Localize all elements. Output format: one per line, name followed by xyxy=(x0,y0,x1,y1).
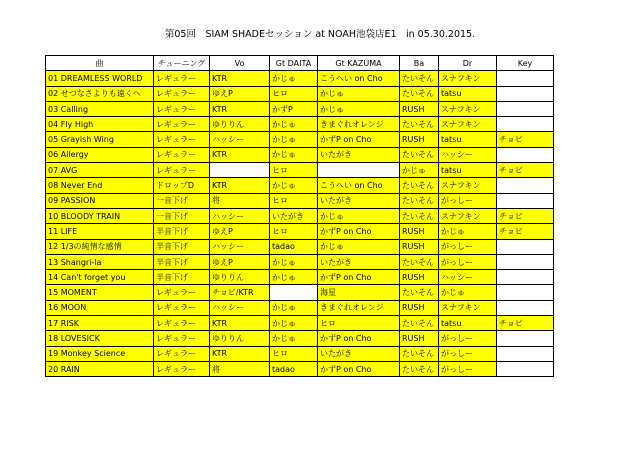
tuning-cell: 半音下げ xyxy=(154,254,210,269)
document-title: 第05回 SIAM SHADEセッション at NOAH池袋店E1 in 05.30.2015. xyxy=(164,29,476,40)
gt-daita-cell: かじゅ xyxy=(270,178,318,193)
song-cell: 11 LIFE xyxy=(46,224,154,239)
dr-cell: がっしー xyxy=(439,254,497,269)
song-cell: 02 せつなさよりも遠くへ xyxy=(46,86,154,101)
gt-kazuma-cell: かじゅ xyxy=(318,208,400,223)
song-cell: 15 MOMENT xyxy=(46,285,154,300)
ba-cell: RUSH xyxy=(400,239,439,254)
vo-cell: ゆえP xyxy=(210,254,270,269)
vo-cell: 将 xyxy=(210,361,270,376)
gt-kazuma-cell: きまぐれオレンジ xyxy=(318,117,400,132)
ba-cell: たいそん xyxy=(400,117,439,132)
key-cell xyxy=(497,331,554,346)
gt-kazuma-cell: かずP on Cho xyxy=(318,270,400,285)
header-dr: Dr xyxy=(439,56,497,71)
key-cell xyxy=(497,300,554,315)
dr-cell: がっしー xyxy=(439,331,497,346)
header-key: Key xyxy=(497,56,554,71)
key-cell xyxy=(497,71,554,86)
vo-cell: 将 xyxy=(210,193,270,208)
tuning-cell: 半音下げ xyxy=(154,224,210,239)
table-row xyxy=(46,193,554,208)
dr-cell: ハッシー xyxy=(439,270,497,285)
header-gt-kazuma: Gt KAZUMA xyxy=(318,56,400,71)
key-cell xyxy=(497,346,554,361)
song-cell: 01 DREAMLESS WORLD xyxy=(46,71,154,86)
gt-daita-cell: いたがき xyxy=(270,208,318,223)
tuning-cell: レギュラー xyxy=(154,331,210,346)
song-cell: 08 Never End xyxy=(46,178,154,193)
vo-cell: ゆりりん xyxy=(210,331,270,346)
tuning-cell: レギュラー xyxy=(154,285,210,300)
vo-cell: KTR xyxy=(210,178,270,193)
ba-cell: たいそん xyxy=(400,178,439,193)
gt-kazuma-cell: いたがき xyxy=(318,147,400,162)
vo-cell: KTR xyxy=(210,71,270,86)
vo-cell: ハッシー xyxy=(210,208,270,223)
gt-daita-cell: かじゅ xyxy=(270,331,318,346)
vo-cell: ハッシー xyxy=(210,300,270,315)
tuning-cell: レギュラー xyxy=(154,361,210,376)
gt-kazuma-cell: こうへい on Cho xyxy=(318,178,400,193)
key-cell: チョビ xyxy=(497,163,554,178)
key-cell xyxy=(497,86,554,101)
dr-cell: かじゅ xyxy=(439,285,497,300)
header-row xyxy=(46,56,554,71)
gt-kazuma-cell: かずP on Cho xyxy=(318,331,400,346)
tuning-cell: 一音下げ xyxy=(154,208,210,223)
dr-cell: がっしー xyxy=(439,193,497,208)
song-cell: 19 Monkey Science xyxy=(46,346,154,361)
header-ba: Ba xyxy=(400,56,439,71)
tuning-cell: レギュラー xyxy=(154,101,210,116)
tuning-cell: 半音下げ xyxy=(154,239,210,254)
vo-cell: KTR xyxy=(210,147,270,162)
gt-daita-cell: ヒロ xyxy=(270,163,318,178)
gt-daita-cell: かじゅ xyxy=(270,254,318,269)
key-cell xyxy=(497,193,554,208)
table-row xyxy=(46,208,554,223)
tuning-cell: レギュラー xyxy=(154,147,210,162)
song-cell: 14 Can't forget you xyxy=(46,270,154,285)
vo-cell: ハッシー xyxy=(210,132,270,147)
dr-cell: かじゅ xyxy=(439,224,497,239)
table-row xyxy=(46,132,554,147)
tuning-cell: 半音下げ xyxy=(154,270,210,285)
key-cell xyxy=(497,254,554,269)
vo-cell: チョビ/KTR xyxy=(210,285,270,300)
vo-cell: KTR xyxy=(210,316,270,331)
ba-cell: RUSH xyxy=(400,300,439,315)
key-cell xyxy=(497,285,554,300)
dr-cell: tatsu xyxy=(439,132,497,147)
key-cell xyxy=(497,101,554,116)
ba-cell: たいそん xyxy=(400,316,439,331)
ba-cell: かじゅ xyxy=(400,163,439,178)
song-cell: 16 MOON xyxy=(46,300,154,315)
table-row xyxy=(46,254,554,269)
gt-daita-cell: tadao xyxy=(270,361,318,376)
ba-cell: たいそん xyxy=(400,147,439,162)
gt-kazuma-cell: いたがき xyxy=(318,254,400,269)
gt-kazuma-cell: いたがき xyxy=(318,346,400,361)
ba-cell: RUSH xyxy=(400,331,439,346)
gt-kazuma-cell: ヒロ xyxy=(318,316,400,331)
tuning-cell: レギュラー xyxy=(154,117,210,132)
song-cell: 05 Grayish Wing xyxy=(46,132,154,147)
dr-cell: スナフキン xyxy=(439,101,497,116)
ba-cell: たいそん xyxy=(400,254,439,269)
tuning-cell: レギュラー xyxy=(154,346,210,361)
tuning-cell: レギュラー xyxy=(154,316,210,331)
setlist-body xyxy=(46,71,554,377)
key-cell xyxy=(497,117,554,132)
gt-daita-cell xyxy=(270,285,318,300)
dr-cell: がっしー xyxy=(439,346,497,361)
table-row xyxy=(46,224,554,239)
dr-cell: がっしー xyxy=(439,361,497,376)
table-row xyxy=(46,300,554,315)
ba-cell: RUSH xyxy=(400,101,439,116)
vo-cell: ゆりりん xyxy=(210,270,270,285)
dr-cell: スナフキン xyxy=(439,178,497,193)
tuning-cell: レギュラー xyxy=(154,86,210,101)
key-cell: チョビ xyxy=(497,224,554,239)
table-row xyxy=(46,270,554,285)
key-cell xyxy=(497,239,554,254)
ba-cell: RUSH xyxy=(400,270,439,285)
dr-cell: tatsu xyxy=(439,163,497,178)
ba-cell: RUSH xyxy=(400,224,439,239)
key-cell xyxy=(497,270,554,285)
header-vo: Vo xyxy=(210,56,270,71)
vo-cell: ゆえP xyxy=(210,224,270,239)
gt-daita-cell: かじゅ xyxy=(270,300,318,315)
gt-kazuma-cell: かずP on Cho xyxy=(318,224,400,239)
ba-cell: たいそん xyxy=(400,361,439,376)
dr-cell: tatsu xyxy=(439,86,497,101)
gt-kazuma-cell: かずP on Cho xyxy=(318,132,400,147)
gt-kazuma-cell xyxy=(318,163,400,178)
header-tuning: チューニング xyxy=(154,56,210,71)
ba-cell: たいそん xyxy=(400,208,439,223)
table-row xyxy=(46,86,554,101)
key-cell: チョビ xyxy=(497,316,554,331)
table-row xyxy=(46,163,554,178)
gt-daita-cell: かじゅ xyxy=(270,147,318,162)
vo-cell: ハッシー xyxy=(210,239,270,254)
table-row xyxy=(46,117,554,132)
ba-cell: RUSH xyxy=(400,132,439,147)
vo-cell: KTR xyxy=(210,346,270,361)
key-cell: チョビ xyxy=(497,208,554,223)
key-cell xyxy=(497,361,554,376)
gt-daita-cell: ヒロ xyxy=(270,346,318,361)
table-row xyxy=(46,239,554,254)
table-row xyxy=(46,331,554,346)
vo-cell: ゆりりん xyxy=(210,117,270,132)
tuning-cell: ドロップD xyxy=(154,178,210,193)
table-row xyxy=(46,178,554,193)
song-cell: 09 PASSION xyxy=(46,193,154,208)
dr-cell: スナフキン xyxy=(439,71,497,86)
gt-daita-cell: ヒロ xyxy=(270,86,318,101)
dr-cell: tatsu xyxy=(439,316,497,331)
song-cell: 04 Fly High xyxy=(46,117,154,132)
ba-cell: たいそん xyxy=(400,86,439,101)
song-cell: 20 RAIN xyxy=(46,361,154,376)
table-row xyxy=(46,346,554,361)
gt-daita-cell: tadao xyxy=(270,239,318,254)
tuning-cell: レギュラー xyxy=(154,163,210,178)
song-cell: 18 LOVESICK xyxy=(46,331,154,346)
header-song: 曲 xyxy=(46,56,154,71)
gt-daita-cell: ヒロ xyxy=(270,224,318,239)
header-gt-daita: Gt DAITA xyxy=(270,56,318,71)
table-row xyxy=(46,361,554,376)
gt-daita-cell: かじゅ xyxy=(270,71,318,86)
key-cell xyxy=(497,147,554,162)
gt-kazuma-cell: こうへい on Cho xyxy=(318,71,400,86)
ba-cell: たいそん xyxy=(400,71,439,86)
tuning-cell: 一音下げ xyxy=(154,193,210,208)
song-cell: 06 Allergy xyxy=(46,147,154,162)
table-row xyxy=(46,147,554,162)
dr-cell: がっしー xyxy=(439,239,497,254)
song-cell: 07 AVG xyxy=(46,163,154,178)
gt-kazuma-cell: かじゅ xyxy=(318,101,400,116)
ba-cell: たいそん xyxy=(400,285,439,300)
song-cell: 12 1/3の純情な感情 xyxy=(46,239,154,254)
gt-daita-cell: かじゅ xyxy=(270,117,318,132)
table-row xyxy=(46,285,554,300)
song-cell: 03 Calling xyxy=(46,101,154,116)
song-cell: 13 Shangri-la xyxy=(46,254,154,269)
gt-kazuma-cell: いたがき xyxy=(318,193,400,208)
key-cell: チョビ xyxy=(497,132,554,147)
table-row xyxy=(46,316,554,331)
dr-cell: ハッシー xyxy=(439,147,497,162)
gt-kazuma-cell: かじゅ xyxy=(318,86,400,101)
ba-cell: たいそん xyxy=(400,193,439,208)
dr-cell: スナフキン xyxy=(439,300,497,315)
tuning-cell: レギュラー xyxy=(154,71,210,86)
ba-cell: たいそん xyxy=(400,346,439,361)
vo-cell xyxy=(210,163,270,178)
dr-cell: スナフキン xyxy=(439,117,497,132)
gt-daita-cell: ヒロ xyxy=(270,193,318,208)
dr-cell: スナフキン xyxy=(439,208,497,223)
vo-cell: KTR xyxy=(210,101,270,116)
gt-daita-cell: かずP xyxy=(270,101,318,116)
gt-kazuma-cell: かずP on Cho xyxy=(318,361,400,376)
gt-kazuma-cell: かじゅ xyxy=(318,239,400,254)
gt-kazuma-cell: きまぐれオレンジ xyxy=(318,300,400,315)
table-row xyxy=(46,101,554,116)
tuning-cell: レギュラー xyxy=(154,300,210,315)
gt-kazuma-cell: 海星 xyxy=(318,285,400,300)
key-cell xyxy=(497,178,554,193)
tuning-cell: レギュラー xyxy=(154,132,210,147)
gt-daita-cell: かじゅ xyxy=(270,316,318,331)
gt-daita-cell: かじゅ xyxy=(270,132,318,147)
song-cell: 10 BLOODY TRAIN xyxy=(46,208,154,223)
table-row xyxy=(46,71,554,86)
setlist-table xyxy=(45,55,554,377)
gt-daita-cell: かじゅ xyxy=(270,270,318,285)
song-cell: 17 RISK xyxy=(46,316,154,331)
vo-cell: ゆえP xyxy=(210,86,270,101)
